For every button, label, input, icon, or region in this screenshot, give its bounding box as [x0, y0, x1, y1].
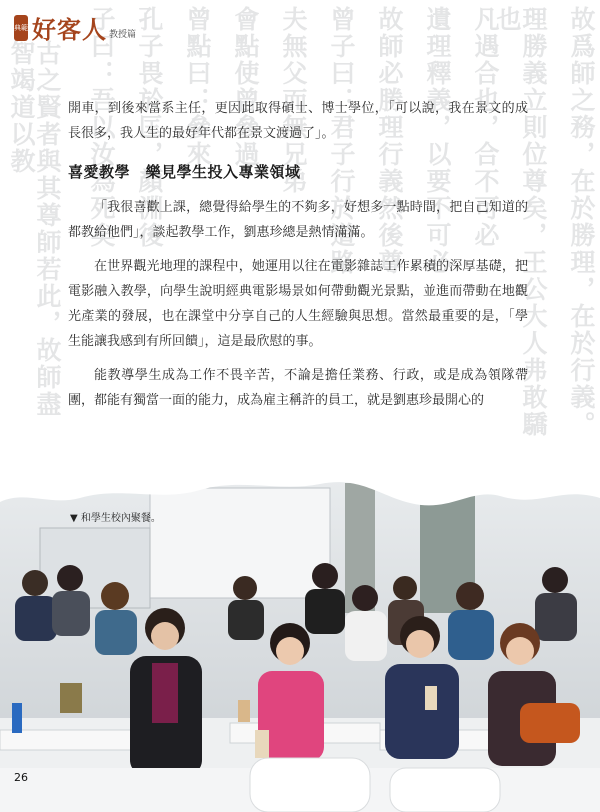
photo-caption: ▼ 和學生校內聚餐。	[70, 513, 161, 524]
calligraphy-column: 故師必勝理行義然後尊	[375, 6, 404, 276]
article-paragraph: 能教導學生成為工作不畏辛苦，不論是擔任業務、行政，或是成為領隊帶團，都能有獨當一面的能力，成為雇主稱許的員工，就是劉惠珍最開心的	[68, 368, 528, 408]
article-paragraph: 「我很喜歡上課，總覺得給學生的不夠多，好想多一點時間，把自己知道的都教給他們」，談起教學工作，劉惠珍總是熱情滿滿。	[68, 200, 528, 240]
calligraphy-column: 會點使曾參過	[231, 6, 260, 168]
calligraphy-column: 夫無父而無兄弟	[279, 6, 308, 195]
intro-paragraph: 開車，到後來當系主任，更因此取得碩士、博士學位，「可以說，我在景文的成長很多，我人生的最好年代都在景文渡過了」。	[68, 101, 528, 141]
calligraphy-column: 遺理釋義，以要不可必	[423, 6, 452, 276]
calligraphy-column: 凡遇合也，合不可必	[471, 6, 500, 249]
logo-title: 好客人	[32, 15, 107, 44]
logo-seal: 典範	[14, 15, 28, 41]
calligraphy-column: 孔子畏於匡，顏淵後	[135, 6, 164, 249]
calligraphy-column: 古之賢者與其尊師若此，故師盡智竭道以教	[7, 40, 62, 418]
logo-subtitle: 教授篇	[109, 30, 137, 40]
calligraphy-column: 子曰：吾以汝為死矣	[87, 6, 116, 249]
calligraphy-column: 曾點曰：參來	[183, 6, 212, 168]
header-logo	[14, 10, 136, 45]
article-paragraph: 在世界觀光地理的課程中，她運用以往在電影雜誌工作累積的深厚基礎，把電影融入教學，向學生說明經典電影場景如何帶動觀光景點，並進而帶動在地觀光產業的發展，也在課堂中分享自己的人生經驗與思想。當然最重要的是，「學生能讓我感到有所回饋」，這是最欣慰的事。	[68, 259, 528, 349]
calligraphy-column: 故爲師之務，在於勝理，在於行義。	[567, 6, 596, 438]
calligraphy-column: 曾子曰：君子行於道路	[327, 6, 356, 276]
page-number: 26	[14, 771, 28, 784]
article-body	[68, 96, 528, 422]
calligraphy-column: 理勝義立則位尊矣，王公大人弗敢驕也	[493, 6, 548, 438]
section-heading: 喜愛教學 樂見學生投入專業領域	[68, 163, 301, 181]
